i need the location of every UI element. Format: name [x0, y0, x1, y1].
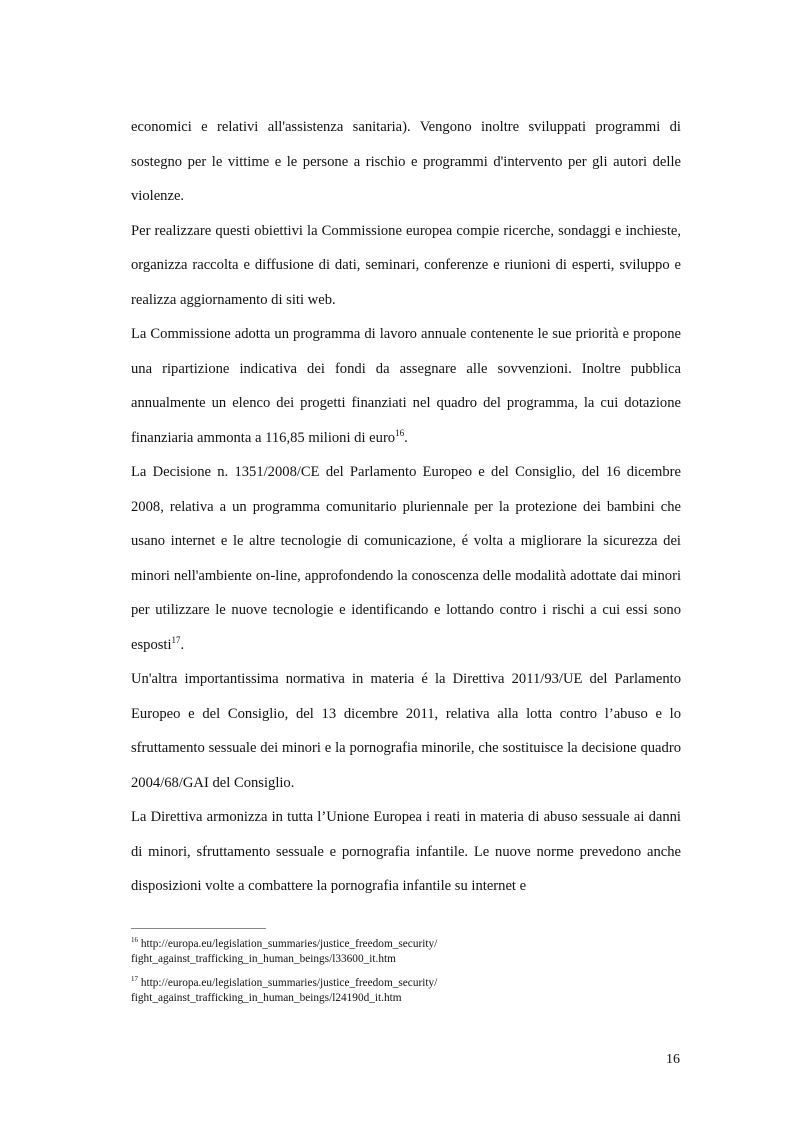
paragraph-3: La Commissione adotta un programma di lavoro annuale contenente le sue priorità e propone una ripartizione indicativa dei fondi da assegnare alle sovvenzioni. Inoltre pubblica annualmente un elenco dei progetti finanziati nel quadro del programma, la cui dotazione finanziaria ammonta a 116,85 milioni di euro$^{16}$. — [131, 326, 681, 446]
footnote-17 — [131, 976, 681, 1006]
footnote-link-line2[interactable]: fight_against_trafficking_in_human_beings/l24190d_it.htm — [131, 992, 402, 1004]
paragraph-5: Un'altra importantissima normativa in materia é la Direttiva 2011/93/UE del Parlamento Europeo e del Consiglio, del 13 dicembre 2011, relativa alla lotta contro l’abuso e lo sfruttamento sessuale dei minori e la pornografia minorile, che sostituisce la decisione quadro 2004/68/GAI del Consiglio. — [131, 671, 681, 791]
footnote-number: 16 — [131, 936, 138, 945]
footnote-16 — [131, 937, 681, 967]
paragraph-1: economici e relativi all'assistenza sanitaria). Vengono inoltre sviluppati programmi di sostegno per le vittime e le persone a rischio e programmi d'intervento per gli autori delle violenze. — [131, 119, 681, 204]
paragraph-2: Per realizzare questi obiettivi la Commissione europea compie ricerche, sondaggi e inchieste, organizza raccolta e diffusione di dati, seminari, conferenze e riunioni di esperti, sviluppo e realizza aggiornamento di siti web. — [131, 222, 681, 308]
body-text — [131, 110, 681, 904]
page-number: 16 — [666, 1052, 680, 1067]
footnote-ref-17[interactable]: 17 — [171, 634, 181, 645]
footnote-link-line2[interactable]: fight_against_trafficking_in_human_beings/l33600_it.htm — [131, 953, 396, 965]
paragraph-4: La Decisione n. 1351/2008/CE del Parlamento Europeo e del Consiglio, del 16 dicembre 2008, relativa a un programma comunitario pluriennale per la protezione dei bambini che usano internet e le altre tecnologie di comunicazione, é volta a migliorare la sicurezza dei minori nell'ambiente on-line, approfondendo la conoscenza delle modalità adottate dai minori per utilizzare le nuove tecnologie e identificando e lottando contro i rischi a cui essi sono esposti$^{17}$. — [131, 464, 681, 653]
footnote-number: 17 — [131, 975, 138, 984]
footnotes — [131, 937, 681, 1015]
paragraph-6: La Direttiva armonizza in tutta l’Unione Europea i reati in materia di abuso sessuale ai danni di minori, sfruttamento sessuale e pornografia infantile. Le nuove norme prevedono anche disposizioni volte a combattere la pornografia infantile su internet e — [131, 809, 681, 894]
footnote-link-line1[interactable]: http://europa.eu/legislation_summaries/justice_freedom_security/ — [140, 977, 438, 989]
footnote-link-line1[interactable]: http://europa.eu/legislation_summaries/justice_freedom_security/ — [140, 938, 438, 950]
footnote-separator — [131, 928, 266, 929]
footnote-ref-16[interactable]: 16 — [395, 427, 405, 438]
